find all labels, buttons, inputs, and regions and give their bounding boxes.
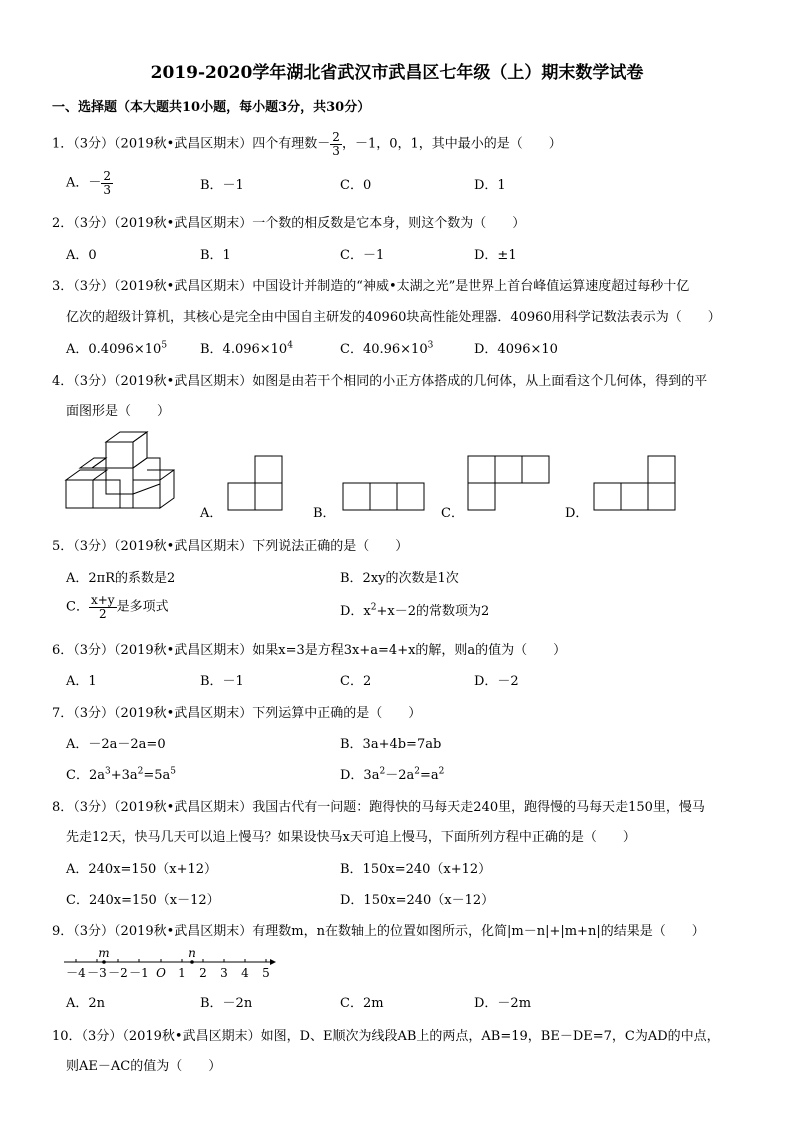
question-2: 2．（3分）（2019秋•武昌区期末）一个数的相反数是它本身，则这个数为（ ） xyxy=(52,216,526,231)
question-9: 9．（3分）（2019秋•武昌区期末）有理数m，n在数轴上的位置如图所示，化简|m－n|+|m+n|的结果是（ ） xyxy=(52,924,705,939)
q5-option-c[interactable]: C． $\frac{x+y}{2}$ 是多项式 xyxy=(66,593,169,621)
q9-option-c[interactable]: C．2m xyxy=(340,996,384,1011)
question-4-line2: 面图形是（ ） xyxy=(66,404,171,419)
q4-option-c[interactable]: C． xyxy=(441,506,464,521)
q1-option-c[interactable]: C．0 xyxy=(340,178,372,193)
q7-option-d[interactable]: D．$3a^2-2a^2=a^2$ xyxy=(340,766,445,783)
nl-label-7: 3 xyxy=(220,966,228,980)
nl-label-8: 4 xyxy=(241,966,249,980)
question-6: 6．（3分）（2019秋•武昌区期末）如果x=3是方程3x+a=4+x的解，则a的值为（ ） xyxy=(52,643,567,658)
question-8-line2: 先走12天，快马几天可以追上慢马？如果设快马x天可追上慢马，下面所列方程中正确的是（ ） xyxy=(66,830,636,845)
nl-label-5: 1 xyxy=(178,966,186,980)
q2-option-c[interactable]: C．－1 xyxy=(340,248,385,263)
q5-option-d[interactable]: D．$x^2+x-2$的常数项为2 xyxy=(340,602,490,619)
q4-option-d-figure xyxy=(592,454,678,514)
q5-option-b[interactable]: B．2xy的次数是1次 xyxy=(340,571,459,586)
nl-label-3: －1 xyxy=(129,966,149,980)
question-1 xyxy=(52,131,562,157)
q7-option-b[interactable]: B．3a+4b=7ab xyxy=(340,737,442,752)
number-line-labels xyxy=(66,946,270,980)
q4-option-d[interactable]: D． xyxy=(565,506,589,521)
q8-option-b[interactable]: B．150x=240（x+12） xyxy=(340,862,492,877)
question-5: 5．（3分）（2019秋•武昌区期末）下列说法正确的是（ ） xyxy=(52,539,409,554)
q7-option-c[interactable]: C．$2a^3+3a^2=5a^5$ xyxy=(66,766,177,783)
question-8-line1: 8．（3分）（2019秋•武昌区期末）我国古代有一问题：跑得快的马每天走240里，跑得慢的马每天走150里，慢马 xyxy=(52,800,705,815)
q2-option-a[interactable]: A．0 xyxy=(66,248,97,263)
number-line-figure xyxy=(62,944,282,982)
question-3-line2: 亿次的超级计算机，其核心是完全由中国自主研发的40960块高性能处理器．40960用科学记数法表示为（ ） xyxy=(66,310,721,325)
q2-option-d[interactable]: D．±1 xyxy=(474,248,517,263)
q1-option-d[interactable]: D．1 xyxy=(474,178,506,193)
q6-option-a[interactable]: A．1 xyxy=(66,674,97,689)
q9-option-d[interactable]: D．－2m xyxy=(474,996,532,1011)
q5-option-a[interactable]: A．2πR的系数是2 xyxy=(66,571,176,586)
question-3-line1: 3．（3分）（2019秋•武昌区期末）中国设计并制造的“神威•太湖之光”是世界上首台峰值运算速度超过每秒十亿 xyxy=(52,279,690,294)
q3-option-b[interactable]: B．$4.096\times 10^4$ xyxy=(200,340,293,357)
q6-option-c[interactable]: C．2 xyxy=(340,674,372,689)
nl-label-0: －4 xyxy=(66,966,86,980)
q6-option-d[interactable]: D．－2 xyxy=(474,674,519,689)
nl-point-n-label: n xyxy=(188,946,196,960)
q4-option-b-figure xyxy=(341,481,427,513)
nl-point-m xyxy=(102,960,106,964)
question-10-line1: 10．（3分）（2019秋•武昌区期末）如图，D、E顺次为线段AB上的两点，AB=19，BE－DE=7，C为AD的中点， xyxy=(52,1029,720,1044)
q3-option-d[interactable]: D．4096×10 xyxy=(474,342,558,357)
q1-text-a: 1．（3分）（2019秋•武昌区期末）四个有理数－ xyxy=(52,136,331,152)
q1-option-b[interactable]: B．－1 xyxy=(200,178,244,193)
q1-fraction: $\frac{2}{3}$ xyxy=(332,130,340,158)
q9-option-b[interactable]: B．－2n xyxy=(200,996,253,1011)
q9-option-a[interactable]: A．2n xyxy=(66,996,106,1011)
q3-option-c[interactable]: C．$40.96\times 10^3$ xyxy=(340,340,434,357)
q4-option-a-figure xyxy=(226,454,286,514)
q3-option-a[interactable]: A．$0.4096\times 10^5$ xyxy=(66,340,168,357)
q7-option-a[interactable]: A．－2a－2a=0 xyxy=(66,737,166,752)
nl-label-6: 2 xyxy=(199,966,207,980)
nl-point-m-label: m xyxy=(98,946,110,960)
page-title: 2019-2020学年湖北省武汉市武昌区七年级（上）期末数学试卷 xyxy=(150,63,644,83)
q1-option-a[interactable]: A．－ $\frac{2}{3}$ xyxy=(66,169,112,197)
q4-option-a[interactable]: A． xyxy=(200,506,223,521)
q4-option-b[interactable]: B． xyxy=(313,506,336,521)
question-7: 7．（3分）（2019秋•武昌区期末）下列运算中正确的是（ ） xyxy=(52,706,422,721)
q2-option-b[interactable]: B．1 xyxy=(200,248,231,263)
q1-text-b: ，－1，0，1，其中最小的是（ ） xyxy=(341,136,562,152)
q4-option-c-figure xyxy=(466,454,552,514)
section-heading: 一、选择题（本大题共10小题，每小题3分，共30分） xyxy=(52,100,371,115)
question-4-line1: 4．（3分）（2019秋•武昌区期末）如图是由若干个相同的小正方体搭成的几何体，从上面看这个几何体，得到的平 xyxy=(52,374,708,389)
q8-option-c[interactable]: C．240x=150（x－12） xyxy=(66,893,220,908)
nl-label-2: －2 xyxy=(108,966,128,980)
cube-solid-figure xyxy=(60,428,180,514)
nl-label-origin: O xyxy=(156,966,166,980)
nl-point-n xyxy=(190,960,194,964)
q8-option-a[interactable]: A．240x=150（x+12） xyxy=(66,862,218,877)
q6-option-b[interactable]: B．－1 xyxy=(200,674,244,689)
q8-option-d[interactable]: D．150x=240（x－12） xyxy=(340,893,495,908)
nl-label-1: －3 xyxy=(87,966,107,980)
number-line-arrow xyxy=(270,959,276,965)
question-10-line2: 则AE－AC的值为（ ） xyxy=(66,1059,222,1074)
nl-label-9: 5 xyxy=(262,966,270,980)
